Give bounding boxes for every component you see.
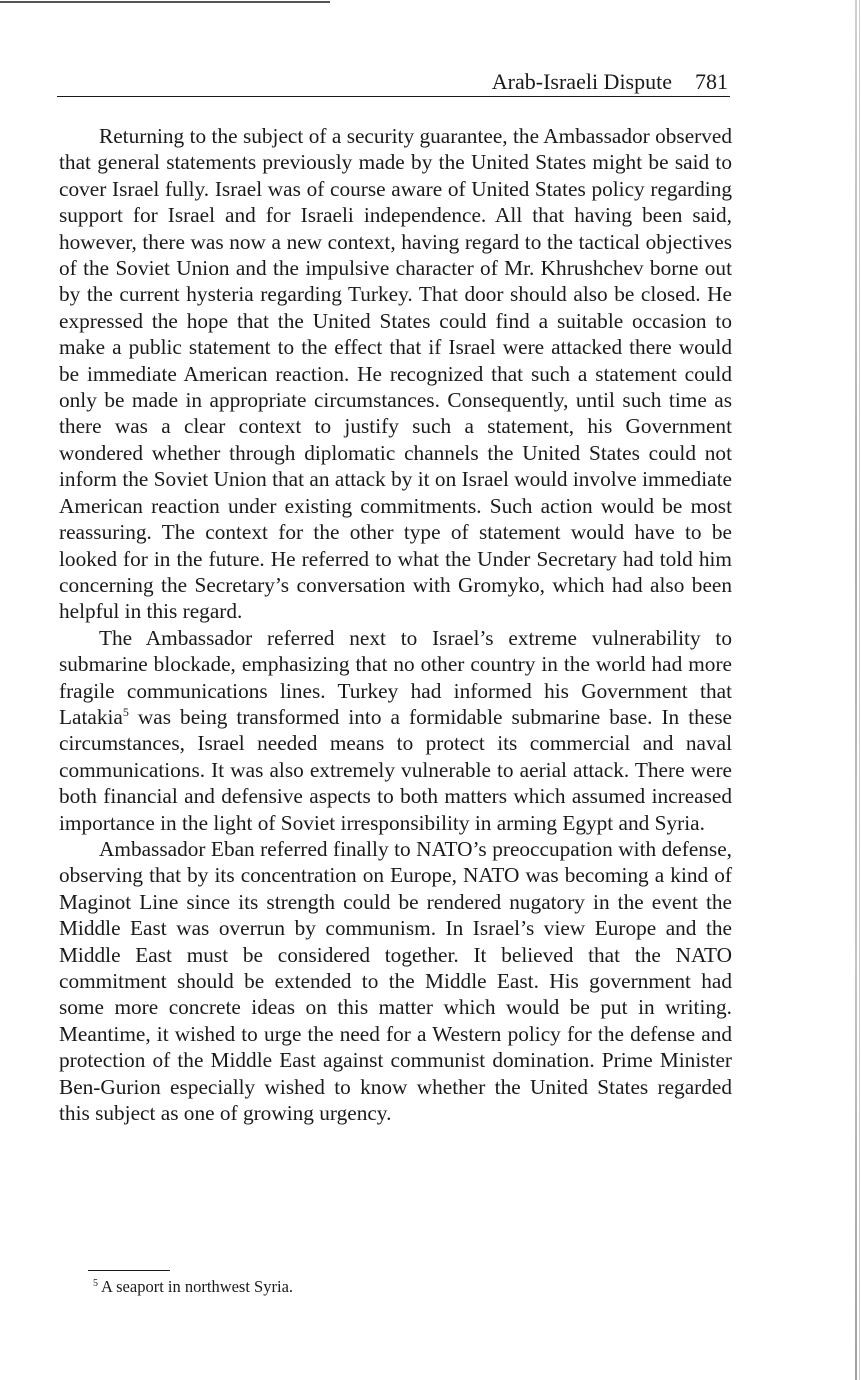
scan-artifact-right-edge xyxy=(855,0,857,1380)
footnote-divider xyxy=(88,1270,170,1271)
footnote xyxy=(93,1277,293,1297)
running-head-title: Arab-Israeli Dispute xyxy=(491,69,672,94)
paragraph-nato-preoccupation xyxy=(59,836,732,1126)
paragraph-text: The Ambassador referred next to Israel’s extreme vulnerability to submarine blockade, emphasizing that no other country in the world had more fragile communications lines. Turkey had informed his Government that Latakia xyxy=(59,625,732,729)
running-head xyxy=(57,68,730,97)
paragraph-security-guarantee xyxy=(59,123,732,625)
paragraph-submarine-blockade xyxy=(59,625,732,836)
page-number: 781 xyxy=(695,69,728,94)
scan-artifact-right-edge-outer xyxy=(859,0,860,1380)
body-text xyxy=(59,123,732,1126)
paragraph-text: Ambassador Eban referred finally to NATO’s preoccupation with defense, observing that by its concentration on Europe, NATO was becoming a kind of Maginot Line since its strength could be rendered nugatory in the event the Middle East was overrun by communism. In Israel’s view Europe and the Middle East must be considered together. It believed that the NATO commitment should be extended to the Middle East. His government had some more concrete ideas on this matter which would be put in writing. Meantime, it wished to urge the need for a Western policy for the defense and protection of the Middle East against communist domination. Prime Minister Ben-Gurion especially wished to know whether the United States regarded this subject as one of growing urgency. xyxy=(59,836,732,1126)
footnote-number: 5 xyxy=(93,1278,98,1289)
footnote-text: A seaport in northwest Syria. xyxy=(101,1277,294,1296)
paragraph-text: Returning to the subject of a security guarantee, the Ambassador observed that general statements previously made by the United States might be said to cover Israel fully. Israel was of course aware of United States policy regarding support for Israel and for Israeli independence. All that having been said, however, there was now a new context, having regard to the tactical objectives of the Soviet Union and the impulsive character of Mr. Khrushchev borne out by the current hysteria regarding Turkey. That door should also be closed. He expressed the hope that the United States could find a suitable occasion to make a public statement to the effect that if Israel were attacked there would be immediate American reaction. He recognized that such a statement could only be made in appropriate circumstances. Consequently, until such time as there was a clear context to justify such a statement, his Government wondered whether through diplomatic channels the United States could not inform the Soviet Union that an attack by it on Israel would involve immediate American reaction under existing commitments. Such action would be most reassuring. The context for the other type of statement would have to be looked for in the future. He referred to what the Under Secretary had told him concerning the Secretary’s conversation with Gromyko, which had also been helpful in this regard. xyxy=(59,124,732,624)
paragraph-text: was being transformed into a formidable submarine base. In these circumstances, Israel needed means to protect its commercial and naval communications. It was also extremely vulnerable to aerial attack. There were both financial and defensive aspects to both matters which assumed increased importance in the light of Soviet irresponsibility in arming Egypt and Syria. xyxy=(59,704,732,835)
scan-artifact-top-line xyxy=(0,1,330,3)
footnote-reference[interactable]: 5 xyxy=(122,704,129,719)
